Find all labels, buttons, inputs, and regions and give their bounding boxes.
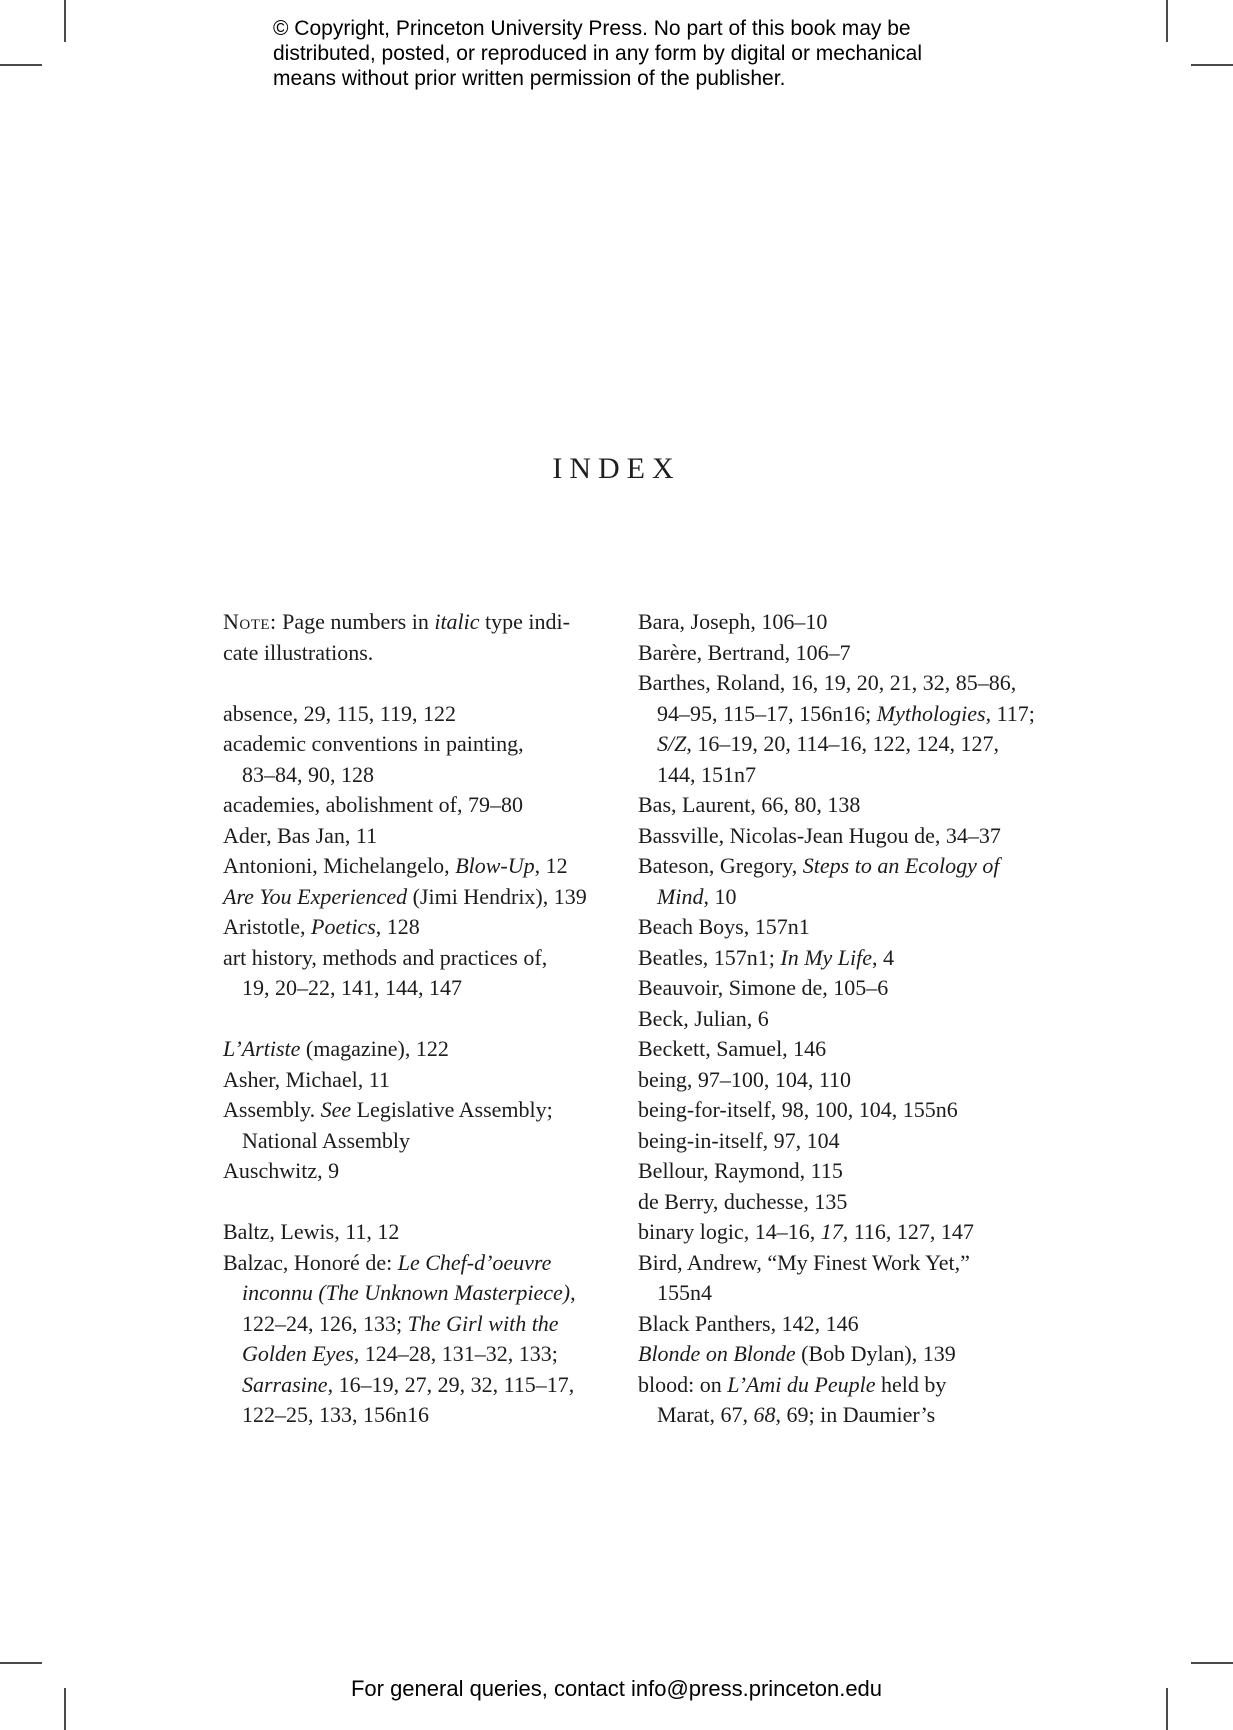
index-line: Beckett, Samuel, 146: [638, 1036, 827, 1061]
copyright-line: distributed, posted, or reproduced in any form by digital or mechanical: [273, 42, 923, 65]
index-line: binary logic, 14–16, 17, 116, 127, 147: [638, 1219, 974, 1244]
copyright-notice: [273, 16, 922, 91]
index-line: National Assembly: [242, 1127, 411, 1153]
index-line: Are You Experienced (Jimi Hendrix), 139: [223, 883, 587, 909]
index-line: cate illustrations.: [223, 639, 374, 665]
index-line: 122–25, 133, 156n16: [242, 1402, 429, 1427]
index-line: L’Artiste (magazine), 122: [223, 1036, 449, 1061]
index-line: Bara, Joseph, 106–10: [638, 609, 828, 634]
index-line: S/Z, 16–19, 20, 114–16, 122, 124, 127,: [657, 731, 1000, 756]
index-line: 83–84, 90, 128: [242, 761, 374, 787]
index-right-column: [638, 607, 1038, 1431]
index-line: Ader, Bas Jan, 11: [223, 822, 378, 848]
index-line: Note: Page numbers in italic type indi-: [223, 609, 570, 634]
page-title: INDEX: [552, 452, 681, 485]
crop-mark-top-right-horizontal: [1191, 64, 1233, 66]
index-line: Beck, Julian, 6: [638, 1005, 769, 1031]
index-line: Bas, Laurent, 66, 80, 138: [638, 792, 861, 817]
index-line: de Berry, duchesse, 135: [638, 1188, 848, 1214]
index-line: 144, 151n7: [657, 761, 756, 787]
index-line: art history, methods and practices of,: [223, 944, 548, 970]
index-blank-line: [223, 1187, 603, 1218]
footer-contact: For general queries, contact info@press.princeton.edu: [350, 1676, 883, 1701]
index-line: Antonioni, Michelangelo, Blow-Up, 12: [223, 853, 568, 878]
index-line: Bateson, Gregory, Steps to an Ecology of: [638, 853, 1000, 878]
index-line: being-in-itself, 97, 104: [638, 1127, 840, 1153]
index-line: Barère, Bertrand, 106–7: [638, 639, 851, 665]
index-line: Blonde on Blonde (Bob Dylan), 139: [638, 1341, 956, 1366]
index-line: Bassville, Nicolas-Jean Hugou de, 34–37: [638, 822, 1001, 848]
index-line: Beauvoir, Simone de, 105–6: [638, 975, 889, 1000]
copyright-line: means without prior written permission of the publisher.: [273, 67, 786, 90]
index-line: academic conventions in painting,: [223, 731, 524, 756]
index-line: Baltz, Lewis, 11, 12: [223, 1219, 400, 1244]
crop-mark-bottom-right-horizontal: [1191, 1662, 1233, 1664]
index-line: Beach Boys, 157n1: [638, 914, 810, 939]
index-line: academies, abolishment of, 79–80: [223, 792, 523, 817]
index-line: Aristotle, Poetics, 128: [223, 914, 420, 939]
index-line: being, 97–100, 104, 110: [638, 1066, 852, 1092]
copyright-line: © Copyright, Princeton University Press. No part of this book may be: [273, 17, 911, 40]
index-line: absence, 29, 115, 119, 122: [223, 700, 456, 726]
index-line: Asher, Michael, 11: [223, 1066, 390, 1092]
index-line: inconnu (The Unknown Masterpiece),: [242, 1280, 576, 1305]
index-blank-line: [223, 1004, 603, 1035]
crop-mark-top-left-vertical: [64, 0, 66, 42]
crop-mark-top-right-vertical: [1166, 0, 1168, 42]
index-line: blood: on L’Ami du Peuple held by: [638, 1371, 947, 1397]
index-line: Beatles, 157n1; In My Life, 4: [638, 944, 895, 970]
index-left-column: [223, 607, 603, 1431]
index-line: Barthes, Roland, 16, 19, 20, 21, 32, 85–86,: [638, 670, 1017, 695]
index-line: Golden Eyes, 124–28, 131–32, 133;: [242, 1341, 558, 1366]
index-line: 155n4: [657, 1280, 712, 1305]
index-line: Bellour, Raymond, 115: [638, 1158, 843, 1183]
index-line: 94–95, 115–17, 156n16; Mythologies, 117;: [657, 700, 1035, 726]
crop-mark-top-left-horizontal: [0, 64, 42, 66]
index-blank-line: [223, 668, 603, 699]
index-line: Assembly. See Legislative Assembly;: [223, 1097, 553, 1122]
index-line: Sarrasine, 16–19, 27, 29, 32, 115–17,: [242, 1371, 575, 1397]
crop-mark-bottom-left-horizontal: [0, 1662, 42, 1664]
index-line: 122–24, 126, 133; The Girl with the: [242, 1310, 559, 1336]
index-line: 19, 20–22, 141, 144, 147: [242, 975, 462, 1000]
index-line: being-for-itself, 98, 100, 104, 155n6: [638, 1097, 958, 1122]
index-line: Black Panthers, 142, 146: [638, 1310, 859, 1336]
index-line: Mind, 10: [657, 883, 737, 909]
index-line: Marat, 67, 68, 69; in Daumier’s: [657, 1402, 936, 1427]
index-line: Balzac, Honoré de: Le Chef-d’oeuvre: [223, 1249, 552, 1275]
index-line: Auschwitz, 9: [223, 1158, 340, 1183]
index-line: Bird, Andrew, “My Finest Work Yet,”: [638, 1249, 970, 1275]
